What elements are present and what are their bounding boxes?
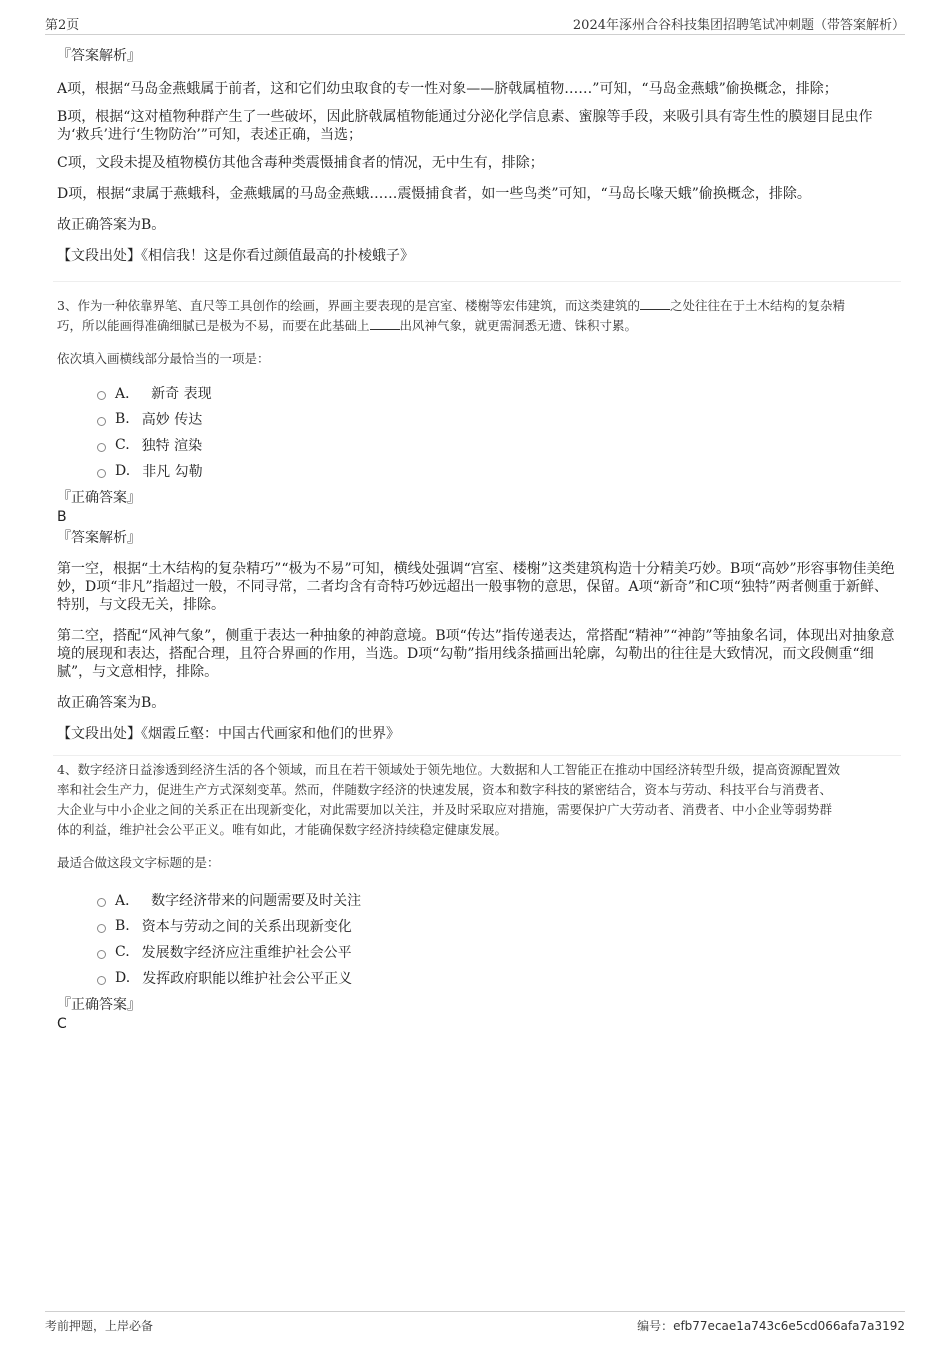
document-title: 2024年涿州合谷科技集团招聘笔试冲刺题（带答案解析） <box>572 18 905 33</box>
analysis-label: 『答案解析』 <box>57 48 141 64</box>
question-3 <box>57 296 897 743</box>
blank-1 <box>640 297 670 310</box>
blank-2 <box>370 317 400 330</box>
analysis-para-c: C项，文段未提及植物模仿其他含毒种类震慑捕食者的情况，无中生有，排除； <box>57 155 544 171</box>
question-4 <box>57 760 897 1033</box>
footer-slogan: 考前押题，上岸必备 <box>45 1319 154 1333</box>
question-3-options <box>57 380 897 484</box>
analysis-label: 『答案解析』 <box>57 530 141 546</box>
radio-icon[interactable] <box>97 391 106 400</box>
question-3-text: 3、作为一种依靠界笔、直尺等工具创作的绘画，界画主要表现的是宫室、楼榭等宏伟建筑，而这类建筑的 之处往往在于土木结构的复杂精 巧，所以能画得准确细腻已是极为不易，而要在此基础上 出风神气象，就更需洞悉无遗、铢积寸累。 <box>57 298 845 333</box>
analysis-para-d: D项，根据“隶属于燕蛾科，金燕蛾属的马岛金燕蛾……震慑捕食者，如一些鸟类”可知，“马岛长喙天蛾”偷换概念，排除。 <box>57 186 811 202</box>
source: 【文段出处】《相信我！这是你看过颜值最高的扑棱蛾子》 <box>57 248 414 264</box>
option-d[interactable]: D. 发挥政府职能以维护社会公平正义 <box>97 965 897 991</box>
analysis-para-a: A项，根据“马岛金燕蛾属于前者，这和它们幼虫取食的专一性对象——脐戟属植物……”可知，“马岛金燕蛾”偷换概念，排除； <box>57 81 838 97</box>
question-4-text: 4、数字经济日益渗透到经济生活的各个领域，而且在若干领域处于领先地位。大数据和人工智能正在推动中国经济转型升级，提高资源配置效 率和社会生产力，促进生产方式深刻变革。然而，伴随数字经济的快速发展，资本和数字科技的紧密结合，资本与劳动、科技平台与消费者、 大企业与中小企业之间的关系正在出现新变化，对此需要加以关注，并及时采取应对措施，需要保护广大劳动者、消费者、中小企业等弱势群 体的利益，维护社会公平正义。唯有如此，才能确保数字经济持续稳定健康发展。 <box>57 762 840 837</box>
conclusion: 故正确答案为B。 <box>57 217 166 233</box>
source: 【文段出处】《烟霞丘壑：中国古代画家和他们的世界》 <box>57 726 400 742</box>
question-4-options <box>57 887 897 991</box>
answer-label: 『正确答案』 <box>57 997 141 1013</box>
radio-icon[interactable] <box>97 976 106 985</box>
divider <box>53 281 901 282</box>
option-d[interactable]: D. 非凡 勾勒 <box>97 458 897 484</box>
option-b[interactable]: B. 高妙 传达 <box>97 406 897 432</box>
analysis-para-b: B项，根据“这对植物种群产生了一些破坏，因此脐戟属植物能通过分泌化学信息素、蜜腺等手段，来吸引具有寄生性的膜翅目昆虫作为‘救兵’进行‘生物防治’”可知，表述正确，当选； <box>57 109 873 143</box>
conclusion: 故正确答案为B。 <box>57 695 166 711</box>
page-content <box>57 46 897 1033</box>
radio-icon[interactable] <box>97 924 106 933</box>
divider <box>53 755 901 756</box>
radio-icon[interactable] <box>97 950 106 959</box>
option-c[interactable]: C. 发展数字经济应注重维护社会公平 <box>97 939 897 965</box>
page-number: 第2页 <box>45 18 80 33</box>
answer-value: C <box>57 1016 67 1032</box>
page-header <box>45 14 905 35</box>
analysis-para-2: 第二空，搭配“风神气象”，侧重于表达一种抽象的神韵意境。B项“传达”指传递表达，常搭配“精神”“神韵”等抽象名词，体现出对抽象意境的展现和表达，搭配合理，且符合界画的作用，当选。D项“勾勒”指用线条描画出轮廓，勾勒出的往往是大致情况，而文段侧重“细腻”，与文意相悖，排除。 <box>57 628 895 680</box>
option-a[interactable]: A． 新奇 表现 <box>97 380 897 406</box>
answer-label: 『正确答案』 <box>57 490 141 506</box>
answer-value: B <box>57 509 67 525</box>
question-4-prompt: 最适合做这段文字标题的是： <box>57 855 220 870</box>
radio-icon[interactable] <box>97 898 106 907</box>
option-c[interactable]: C. 独特 渲染 <box>97 432 897 458</box>
radio-icon[interactable] <box>97 443 106 452</box>
radio-icon[interactable] <box>97 469 106 478</box>
analysis-para-1: 第一空，根据“土木结构的复杂精巧”“极为不易”可知，横线处强调“宫室、楼榭”这类建筑构造十分精美巧妙。B项“高妙”形容事物佳美绝妙，D项“非凡”指超过一般，不同寻常，二者均含有奇特巧妙远超出一般事物的意思，保留。A项“新奇”和C项“独特”两者侧重于新鲜、特别，与文段无关，排除。 <box>57 561 895 613</box>
option-b[interactable]: B. 资本与劳动之间的关系出现新变化 <box>97 913 897 939</box>
document-id: 编号：efb77ecae1a743c6e5cd066afa7a3192 <box>637 1319 905 1333</box>
option-a[interactable]: A． 数字经济带来的问题需要及时关注 <box>97 887 897 913</box>
page-footer <box>45 1311 905 1334</box>
question-3-prompt: 依次填入画横线部分最恰当的一项是： <box>57 351 270 366</box>
radio-icon[interactable] <box>97 417 106 426</box>
